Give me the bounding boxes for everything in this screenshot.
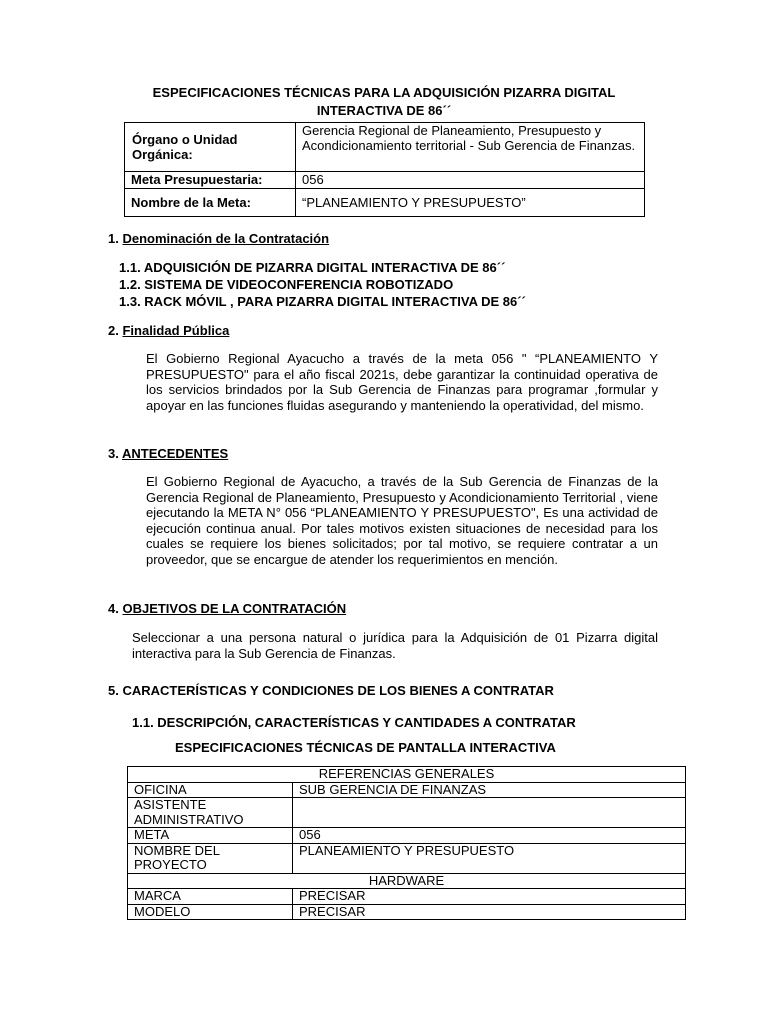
nombre-value: “PLANEAMIENTO Y PRESUPUESTO” bbox=[296, 189, 645, 217]
spec-key: ASISTENTE ADMINISTRATIVO bbox=[128, 798, 293, 828]
spec-value: 056 bbox=[293, 828, 686, 844]
section4-title: OBJETIVOS DE LA CONTRATACIÓN bbox=[122, 601, 347, 616]
spec-key: MARCA bbox=[128, 889, 293, 905]
table-row bbox=[128, 798, 686, 828]
section3-body: El Gobierno Regional de Ayacucho, a través de la Sub Gerencia de Finanzas de la Gerencia Regional de Planeamiento, Presupuesto y Acondicionamiento Territorial , viene ejecutando la META N° 056 “PLANEAMIENTO Y PRESUPUESTO", Es una actividad de ejecución continua anual. Por tales motivos existen situaciones de necesidad para los cuales se requiere los bienes solicitados; por tal motivo, se requiere contratar a un proveedor, que se encargue de atender los requerimientos en mención. bbox=[146, 474, 658, 567]
nombre-label: Nombre de la Meta: bbox=[125, 189, 296, 217]
table-row bbox=[128, 889, 686, 905]
table-row bbox=[125, 172, 645, 189]
section5-heading: 5. CARACTERÍSTICAS Y CONDICIONES DE LOS BIENES A CONTRATAR bbox=[108, 683, 554, 698]
document-title-line1: ESPECIFICACIONES TÉCNICAS PARA LA ADQUISICIÓN PIZARRA DIGITAL bbox=[152, 85, 616, 100]
spec-value: PLANEAMIENTO Y PRESUPUESTO bbox=[293, 843, 686, 873]
table-row bbox=[128, 828, 686, 844]
spec-value: PRECISAR bbox=[293, 889, 686, 905]
table-row bbox=[125, 123, 645, 172]
meta-table bbox=[124, 122, 645, 217]
spec-value: PRECISAR bbox=[293, 904, 686, 920]
section3-number: 3. bbox=[108, 446, 122, 461]
table-row bbox=[128, 873, 686, 889]
meta-label: Meta Presupuestaria: bbox=[125, 172, 296, 189]
spec-key: META bbox=[128, 828, 293, 844]
spec-key: OFICINA bbox=[128, 782, 293, 798]
section2-title: Finalidad Pública bbox=[122, 323, 230, 338]
spec-table-title: ESPECIFICACIONES TÉCNICAS DE PANTALLA INTERACTIVA bbox=[175, 740, 556, 755]
section1-number: 1. bbox=[108, 231, 123, 246]
section4-heading bbox=[108, 601, 346, 617]
header-hardware: HARDWARE bbox=[128, 873, 686, 889]
organo-label: Órgano o Unidad Orgánica: bbox=[125, 123, 296, 172]
meta-value: 056 bbox=[296, 172, 645, 189]
section2-heading bbox=[108, 323, 229, 339]
section4-body: Seleccionar a una persona natural o jurídica para la Adquisición de 01 Pizarra digital interactiva para la Sub Gerencia de Finanzas. bbox=[132, 630, 658, 661]
table-row bbox=[125, 189, 645, 217]
section3-title: ANTECEDENTES bbox=[121, 446, 229, 461]
spec-key: NOMBRE DEL PROYECTO bbox=[128, 843, 293, 873]
section1-heading bbox=[108, 231, 329, 247]
section1-item-3: 1.3. RACK MÓVIL , PARA PIZARRA DIGITAL INTERACTIVA DE 86´´ bbox=[119, 294, 526, 309]
spec-key: MODELO bbox=[128, 904, 293, 920]
section1-item-2: 1.2. SISTEMA DE VIDEOCONFERENCIA ROBOTIZADO bbox=[119, 277, 454, 292]
organo-value: Gerencia Regional de Planeamiento, Presupuesto y Acondicionamiento territorial - Sub Gerencia de Finanzas. bbox=[296, 123, 645, 172]
section1-title: Denominación de la Contratación bbox=[122, 231, 330, 246]
table-row bbox=[128, 904, 686, 920]
section5-subheading: 1.1. DESCRIPCIÓN, CARACTERÍSTICAS Y CANTIDADES A CONTRATAR bbox=[132, 715, 576, 730]
spec-value: SUB GERENCIA DE FINANZAS bbox=[293, 782, 686, 798]
table-row bbox=[128, 843, 686, 873]
document-title-line2: INTERACTIVA DE 86´´ bbox=[316, 103, 452, 118]
table-row bbox=[128, 767, 686, 783]
section3-heading bbox=[108, 446, 228, 462]
table-row bbox=[128, 782, 686, 798]
section4-number: 4. bbox=[108, 601, 123, 616]
spec-value bbox=[293, 798, 686, 828]
section2-body: El Gobierno Regional Ayacucho a través de la meta 056 " “PLANEAMIENTO Y PRESUPUESTO" para el año fiscal 2021s, debe garantizar la continuidad operativa de los servicios brindados por la Sub Gerencia de Finanzas para programar ,formular y apoyar en las funciones fluidas asegurando y manteniendo la operatividad, del mismo. bbox=[146, 351, 658, 413]
section1-item-1: 1.1. ADQUISICIÓN DE PIZARRA DIGITAL INTERACTIVA DE 86´´ bbox=[119, 260, 506, 275]
spec-table bbox=[127, 766, 686, 920]
section2-number: 2. bbox=[108, 323, 123, 338]
header-general: REFERENCIAS GENERALES bbox=[128, 767, 686, 783]
